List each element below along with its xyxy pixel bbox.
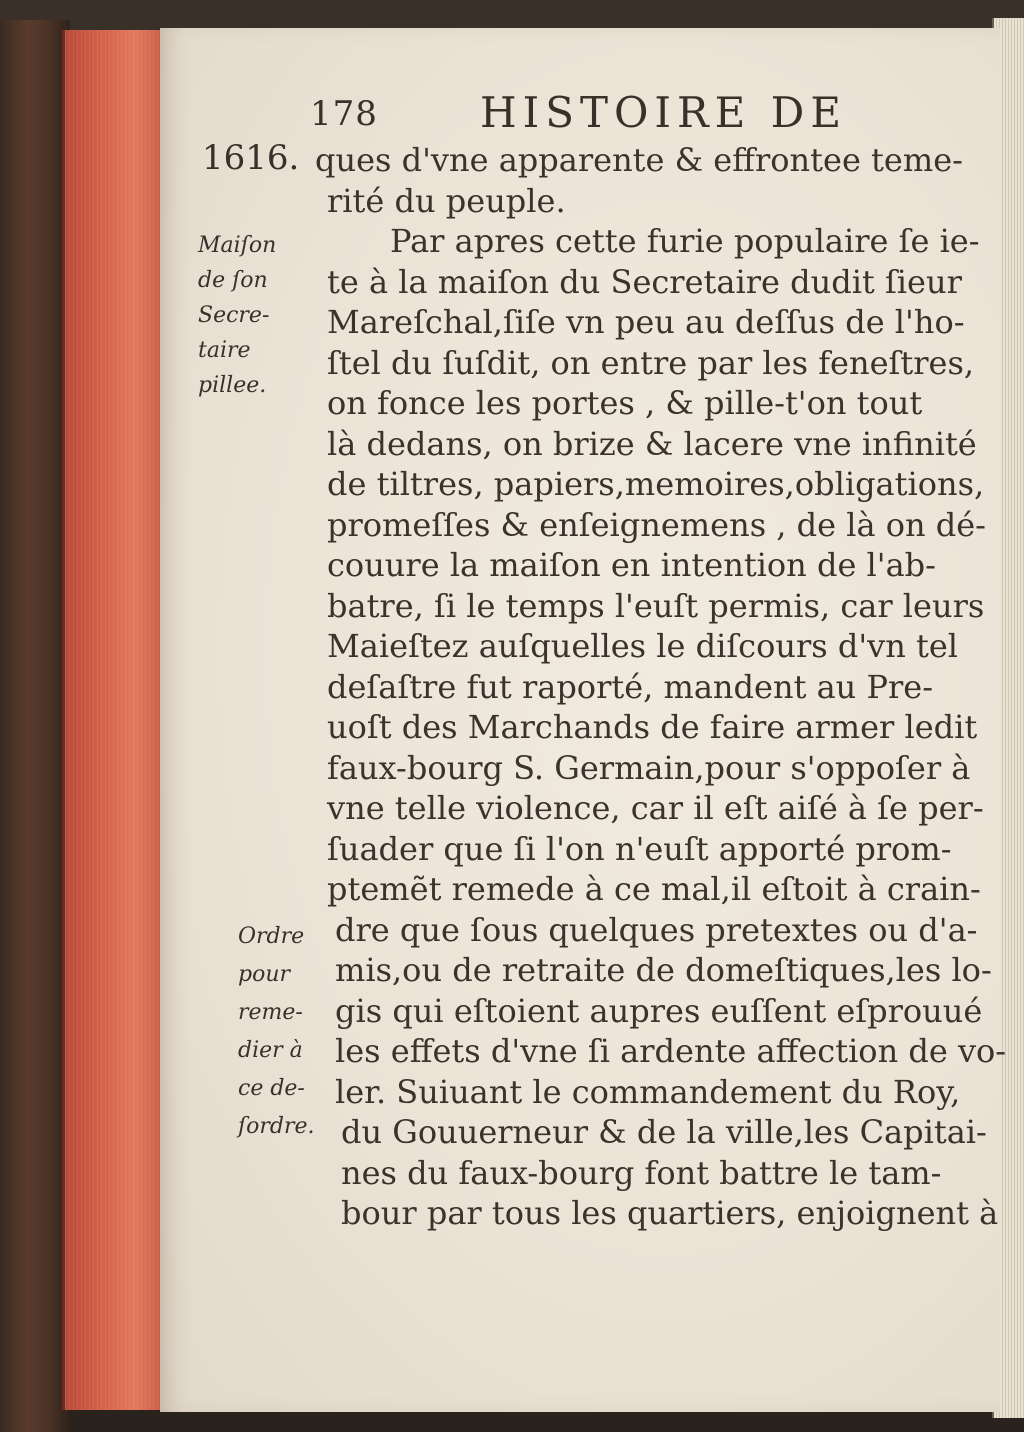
margin-note-line: de ſon xyxy=(198,268,268,293)
margin-year: 1616. xyxy=(202,138,300,178)
text-line: les effets d'vne ſi ardente affection de vo- xyxy=(335,1032,1007,1070)
text-line: Par apres cette furie populaire ſe ie- xyxy=(390,222,980,260)
margin-note-line: pillee. xyxy=(198,373,267,398)
text-line: batre, ſi le temps l'euſt permis, car leurs xyxy=(327,586,985,625)
text-line: te à la maiſon du Secretaire dudit ſieur xyxy=(327,262,962,301)
margin-note-line: dier à xyxy=(238,1038,303,1063)
text-line: ques d'vne apparente & effrontee teme- xyxy=(315,141,963,179)
text-line: là dedans, on brize & lacere vne infinité xyxy=(327,424,977,463)
text-line: Maieſtez auſquelles le diſcours d'vn tel xyxy=(327,627,959,665)
text-line: vne telle violence, car il eſt aiſé à ſe per- xyxy=(327,789,984,827)
body-text xyxy=(315,140,1007,1234)
text-line: on fonce les portes , & pille-t'on tout xyxy=(327,384,923,422)
text-line: faux-bourg S. Germain,pour s'oppoſer à xyxy=(327,748,971,787)
page-number: 178 xyxy=(310,94,378,134)
margin-note-line: taire xyxy=(198,338,251,363)
running-title: HISTOIRE DE xyxy=(480,88,847,137)
margin-note-line: Ordre xyxy=(238,924,305,949)
text-line: du Gouuerneur & de la ville,les Capitai- xyxy=(341,1113,987,1151)
text-line: mis,ou de retraite de domeſtiques,les lo- xyxy=(335,951,992,989)
text-line: couure la maiſon en intention de l'ab- xyxy=(327,546,936,584)
text-line: dre que ſous quelques pretextes ou d'a- xyxy=(335,910,978,949)
margin-note-line: Maiſon xyxy=(198,233,277,258)
text-line: rité du peuple. xyxy=(327,181,566,220)
book-binding xyxy=(0,20,70,1432)
text-line: ptemẽt remede à ce mal,il eſtoit à crain- xyxy=(327,870,981,908)
book-page xyxy=(160,28,1007,1412)
margin-note-maison xyxy=(198,228,276,403)
text-line: ſuader que ſi l'on n'euſt apporté prom- xyxy=(327,829,952,868)
text-line: nes du faux-bourg font battre le tam- xyxy=(341,1153,942,1192)
text-line: de tiltres, papiers,memoires,obligations, xyxy=(327,465,985,503)
text-line: ſtel du ſuſdit, on entre par les feneſtres, xyxy=(327,343,975,382)
text-line: bour par tous les quartiers, enjoignent à xyxy=(341,1194,999,1232)
margin-note-line: ce de- xyxy=(238,1076,305,1101)
text-line: Mareſchal,ſiſe vn peu au deſſus de l'ho- xyxy=(327,303,965,341)
text-line: ler. Suiuant le commandement du Roy, xyxy=(335,1072,961,1111)
margin-note-line: pour xyxy=(238,962,291,987)
text-line: gis qui eſtoient aupres euſſent eſprouué xyxy=(335,991,983,1030)
margin-note-line: ſordre. xyxy=(238,1114,315,1139)
text-line: uoſt des Marchands de faire armer ledit xyxy=(327,708,978,746)
text-line: deſaſtre fut raporté, mandent au Pre- xyxy=(327,667,934,706)
margin-note-line: Secre- xyxy=(198,303,270,328)
margin-note-line: reme- xyxy=(238,1000,303,1025)
text-line: promeſſes & enſeignemens , de là on dé- xyxy=(327,505,986,544)
margin-note-ordre xyxy=(238,918,315,1146)
red-page-edges xyxy=(62,30,165,1410)
